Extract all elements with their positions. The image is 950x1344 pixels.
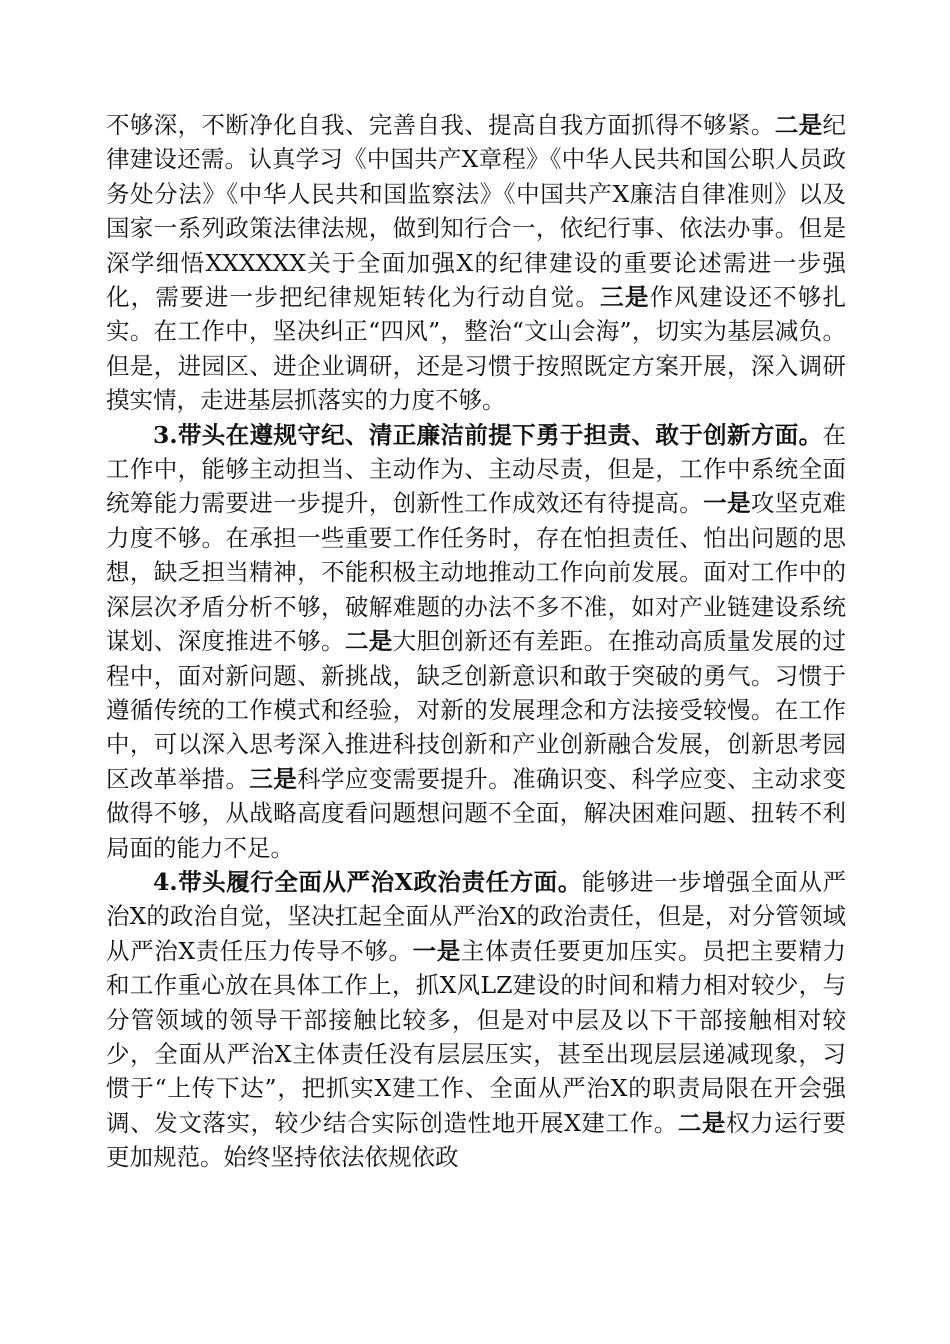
emphasis-run: 一是 bbox=[412, 936, 461, 965]
document-body bbox=[106, 108, 846, 1175]
text-run: 攻坚克难力度不够。在承担一些重要工作任务时，存在怕担责任、怕出问题的思想，缺乏担当精神，不能积极主动地推动工作向前发展。面对工作中的深层次矛盾分析不够，破解难题的办法不多不准，如对产业链建设系统谋划、深度推进不够。 bbox=[106, 489, 847, 656]
text-run: 作风建设还不够扎实。在工作中，坚决纠正“四风”，整治“文山会海”，切实为基层减负。但是，进园区、进企业调研，还是习惯于按照既定方案开展，深入调研摸实情，走进基层抓落实的力度不够。 bbox=[106, 283, 847, 415]
text-run: 科学应变需要提升。准确识变、科学应变、主动求变做得不够，从战略高度看问题想问题不全面，解决困难问题、扭转不利局面的能力不足。 bbox=[106, 764, 847, 862]
paragraph-3 bbox=[106, 865, 846, 1175]
text-run: 主体责任要更加压实。员把主要精力和工作重心放在具体工作上，抓X风LZ建设的时间和精力相对较少，与分管领域的领导干部接触比较多，但是对中层及以下干部接触相对较少，全面从严治X主体责任没有层层压实，甚至出现层层递减现象，习惯于“上传下达”，把抓实X建工作、全面从严治X的职责局限在开会强调、发文落实，较少结合实际创造性地开展X建工作。 bbox=[106, 936, 847, 1137]
text-run: 在工作中，能够主动担当、主动作为、主动尽责，但是，工作中系统全面统筹能力需要进一步提升，创新性工作成效还有待提高。 bbox=[106, 420, 846, 518]
emphasis-run: 三是 bbox=[600, 283, 650, 312]
text-run: 大胆创新还有差距。在推动高质量发展的过程中，面对新问题、新挑战，缺乏创新意识和敢于突破的勇气。习惯于遵循传统的工作模式和经验，对新的发展理念和方法接受较慢。在工作中，可以深入思考深入推进科技创新和产业创新融合发展，创新思考园区改革举措。 bbox=[106, 627, 847, 793]
emphasis-run: 三是 bbox=[249, 764, 298, 793]
emphasis-run: 二是 bbox=[344, 627, 393, 656]
emphasis-run: 二是 bbox=[677, 1108, 727, 1137]
text-run: 权力运行要更加规范。始终坚持依法依规依政 bbox=[106, 1108, 846, 1172]
paragraph-1 bbox=[106, 108, 846, 418]
emphasis-run: 一是 bbox=[703, 489, 751, 518]
text-run: 纪律建设还需。认真学习《中国共产X章程》《中华人民共和国公职人员政务处分法》《中华人民共和国监察法》《中国共产X廉洁自律准则》以及国家一系列政策法律法规，做到知行合一，依纪行事、依法办事。但是深学细悟XXXXXX关于全面加强X的纪律建设的重要论述需进一步强化，需要进一步把纪律规矩转化为行动自觉。 bbox=[106, 111, 847, 312]
paragraph-2 bbox=[106, 418, 846, 865]
section-heading: 3.带头在遵规守纪、清正廉洁前提下勇于担责、敢于创新方面。 bbox=[153, 420, 823, 449]
text-run: 不够深，不断净化自我、完善自我、提高自我方面抓得不够紧。 bbox=[106, 111, 775, 139]
section-heading: 4.带头履行全面从严治X政治责任方面。 bbox=[153, 867, 582, 896]
text-run: 能够进一步增强全面从严治X的政治自觉，坚决扛起全面从严治X的政治责任，但是，对分管领域从严治X责任压力传导不够。 bbox=[106, 867, 847, 965]
emphasis-run: 二是 bbox=[774, 111, 823, 139]
